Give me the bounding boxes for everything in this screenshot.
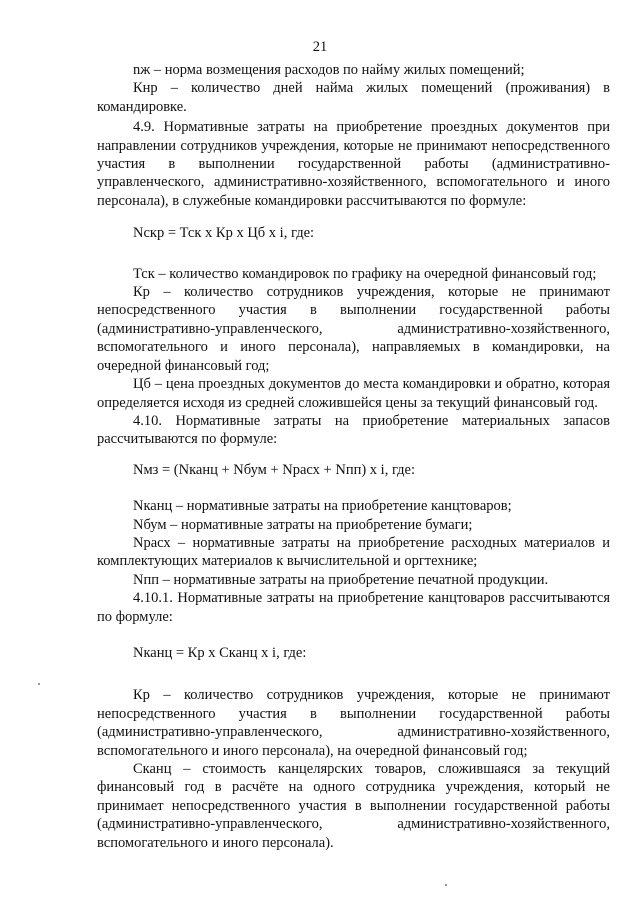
paragraph-nrash-definition: Nрасх – нормативные затраты на приобретение расходных материалов и комплектующих материалов к вычислительной и оргтехнике; [97,534,610,570]
paragraph-nkanc-definition: Nканц – нормативные затраты на приобретение канцтоваров; [133,498,512,515]
paragraph-section-4-9: 4.9. Нормативные затраты на приобретение проездных документов при направлении сотрудников учреждения, которые не принимают непосредственного участия в выполнении государственной работы (административно-управленческого, административно-хозяйственного, вспомогательного и иного персонала), в служебные командировки рассчитываются по формуле: [97,119,610,209]
paragraph-kr-definition-2: Кр – количество сотрудников учреждения, которые не принимают непосредственного участия в выполнении государственной работы (административно-управленческого, административно-хозяйственного, вспомогательного и иного персонала), на очередной финансовый год; [97,687,610,759]
scan-speck [38,683,40,685]
page-number: 21 [312,39,328,55]
paragraph-section-4-10-1: 4.10.1. Нормативные затраты на приобретение канцтоваров рассчитываются по формуле: [97,590,610,625]
formula-nmz: Nмз = (Nканц + Nбум + Nрасх + Nпп) x i, где: [133,461,416,478]
paragraph-section-4-10: 4.10. Нормативные затраты на приобретение материальных запасов рассчитываются по формуле: [97,412,610,448]
paragraph-kr-definition: Кр – количество сотрудников учреждения, которые не принимают непосредственного участия в выполнении государственной работы (административно-управленческого, административно-хозяйственного, вспомогательного и иного персонала), направляемых в командировки, на очередной финансовый год; [97,284,610,374]
scan-speck [445,884,447,886]
formula-nkanc: Nканц = Кр x Сканц x i, где: [133,644,307,661]
formula-nskr: Nскр = Тск x Кр x Цб x i, где: [133,225,315,242]
paragraph-knr-definition: Кнр – количество дней найма жилых помещений (проживания) в командировке. [97,80,610,115]
paragraph-skanc-definition: Сканц – стоимость канцелярских товаров, сложившаяся за текущий финансовый год в расчёте на одного сотрудника учреждения, который не принимает непосредственного участия в выполнении государственной работы (административно-управленческого, административно-хозяйственного, вспомогательного и иного персонала). [97,761,610,851]
paragraph-tsb-definition: Цб – цена проездных документов до места командировки и обратно, которая определяется исходя из средней сложившейся цены за текущий финансовый год. [97,376,610,411]
paragraph-tsk-definition: Тск – количество командировок по графику на очередной финансовый год; [133,265,597,282]
paragraph-nbum-definition: Nбум – нормативные затраты на приобретение бумаги; [133,516,473,533]
paragraph-nzh-definition: nж – норма возмещения расходов по найму жилых помещений; [133,62,525,78]
paragraph-npp-definition: Nпп – нормативные затраты на приобретение печатной продукции. [133,571,549,588]
document-body [97,61,610,852]
